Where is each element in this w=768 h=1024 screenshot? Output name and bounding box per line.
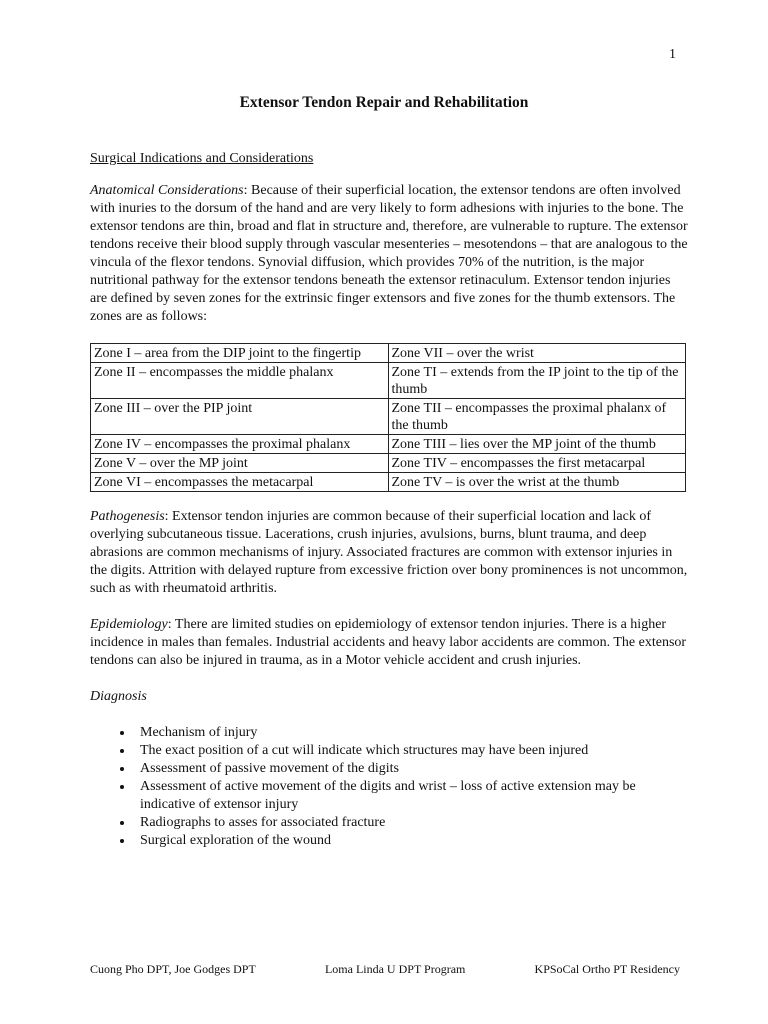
finger-zone-cell: Zone V – over the MP joint [91, 454, 389, 473]
anatomical-label: Anatomical Considerations [90, 183, 244, 198]
footer-residency: KPSoCal Ortho PT Residency [534, 962, 680, 976]
thumb-zone-cell: Zone VII – over the wrist [388, 344, 686, 363]
epidemiology-paragraph [90, 616, 690, 670]
diagnosis-list [90, 724, 690, 850]
finger-zone-cell: Zone I – area from the DIP joint to the fingertip [91, 344, 389, 363]
footer-authors: Cuong Pho DPT, Joe Godges DPT [90, 962, 256, 976]
thumb-zone-cell: Zone TII – encompasses the proximal phalanx of the thumb [388, 399, 686, 435]
finger-zone-cell: Zone III – over the PIP joint [91, 399, 389, 435]
epidemiology-label: Epidemiology [90, 617, 168, 632]
section-heading: Surgical Indications and Considerations [90, 151, 314, 166]
footer-program: Loma Linda U DPT Program [324, 962, 466, 976]
table-row [91, 454, 686, 473]
table-row [91, 344, 686, 363]
document-body [90, 150, 690, 850]
page-footer [90, 962, 680, 977]
list-item: • Assessment of passive movement of the digits [134, 760, 690, 778]
pathogenesis-label: Pathogenesis [90, 509, 165, 524]
finger-zone-cell: Zone VI – encompasses the metacarpal [91, 473, 389, 492]
table-row [91, 473, 686, 492]
list-item: • Assessment of active movement of the digits and wrist – loss of active extension may be indicative of extensor injury [134, 778, 690, 814]
epidemiology-text: : There are limited studies on epidemiology of extensor tendon injuries. There is a higher incidence in males than females. Industrial accidents and heavy labor accidents are common. The extensor tendons can also be injured in trauma, as in a Motor vehicle accident and crush injuries. [90, 617, 687, 668]
list-item: • The exact position of a cut will indicate which structures may have been injured [134, 742, 690, 760]
page-number: 1 [669, 47, 676, 62]
anatomical-paragraph [90, 182, 690, 326]
pathogenesis-paragraph [90, 508, 690, 598]
table-row [91, 363, 686, 399]
list-item: • Radiographs to asses for associated fracture [134, 814, 690, 832]
thumb-zone-cell: Zone TIV – encompasses the first metacarpal [388, 454, 686, 473]
zones-table [90, 343, 686, 492]
thumb-zone-cell: Zone TV – is over the wrist at the thumb [388, 473, 686, 492]
document-title: Extensor Tendon Repair and Rehabilitation [239, 94, 529, 111]
pathogenesis-text: : Extensor tendon injuries are common because of their superficial location and lack of overlying subcutaneous tissue. Lacerations, crush injuries, avulsions, burns, blunt trauma, and deep abrasions are common mechanisms of injury. Associated fractures are common with extensor injuries in the digits. Attrition with delayed rupture from excessive friction over bony prominences is not uncommon, such as with rheumatoid arthritis. [90, 509, 688, 596]
list-item: • Surgical exploration of the wound [134, 832, 690, 850]
finger-zone-cell: Zone II – encompasses the middle phalanx [91, 363, 389, 399]
thumb-zone-cell: Zone TIII – lies over the MP joint of the thumb [388, 435, 686, 454]
finger-zone-cell: Zone IV – encompasses the proximal phalanx [91, 435, 389, 454]
table-row [91, 435, 686, 454]
list-item: • Mechanism of injury [134, 724, 690, 742]
anatomical-text: : Because of their superficial location, the extensor tendons are often involved with inuries to the dorsum of the hand and are very likely to form adhesions with injuries to the bone. The extensor tendons are thin, broad and flat in structure and, therefore, are vulnerable to rupture. The extensor tendons receive their blood supply through vascular mesenteries – mesotendons – that are analogous to the vincula of the flexor tendons. Synovial diffusion, which provides 70% of the nutrition, is the major nutritional pathway for the extensor tendons beneath the extensor retinaculum. Extensor tendon injuries are defined by seven zones for the extrinsic finger extensors and five zones for the thumb extensors. The zones are as follows: [90, 183, 688, 324]
table-row [91, 399, 686, 435]
thumb-zone-cell: Zone TI – extends from the IP joint to the tip of the thumb [388, 363, 686, 399]
diagnosis-heading: Diagnosis [90, 689, 147, 704]
